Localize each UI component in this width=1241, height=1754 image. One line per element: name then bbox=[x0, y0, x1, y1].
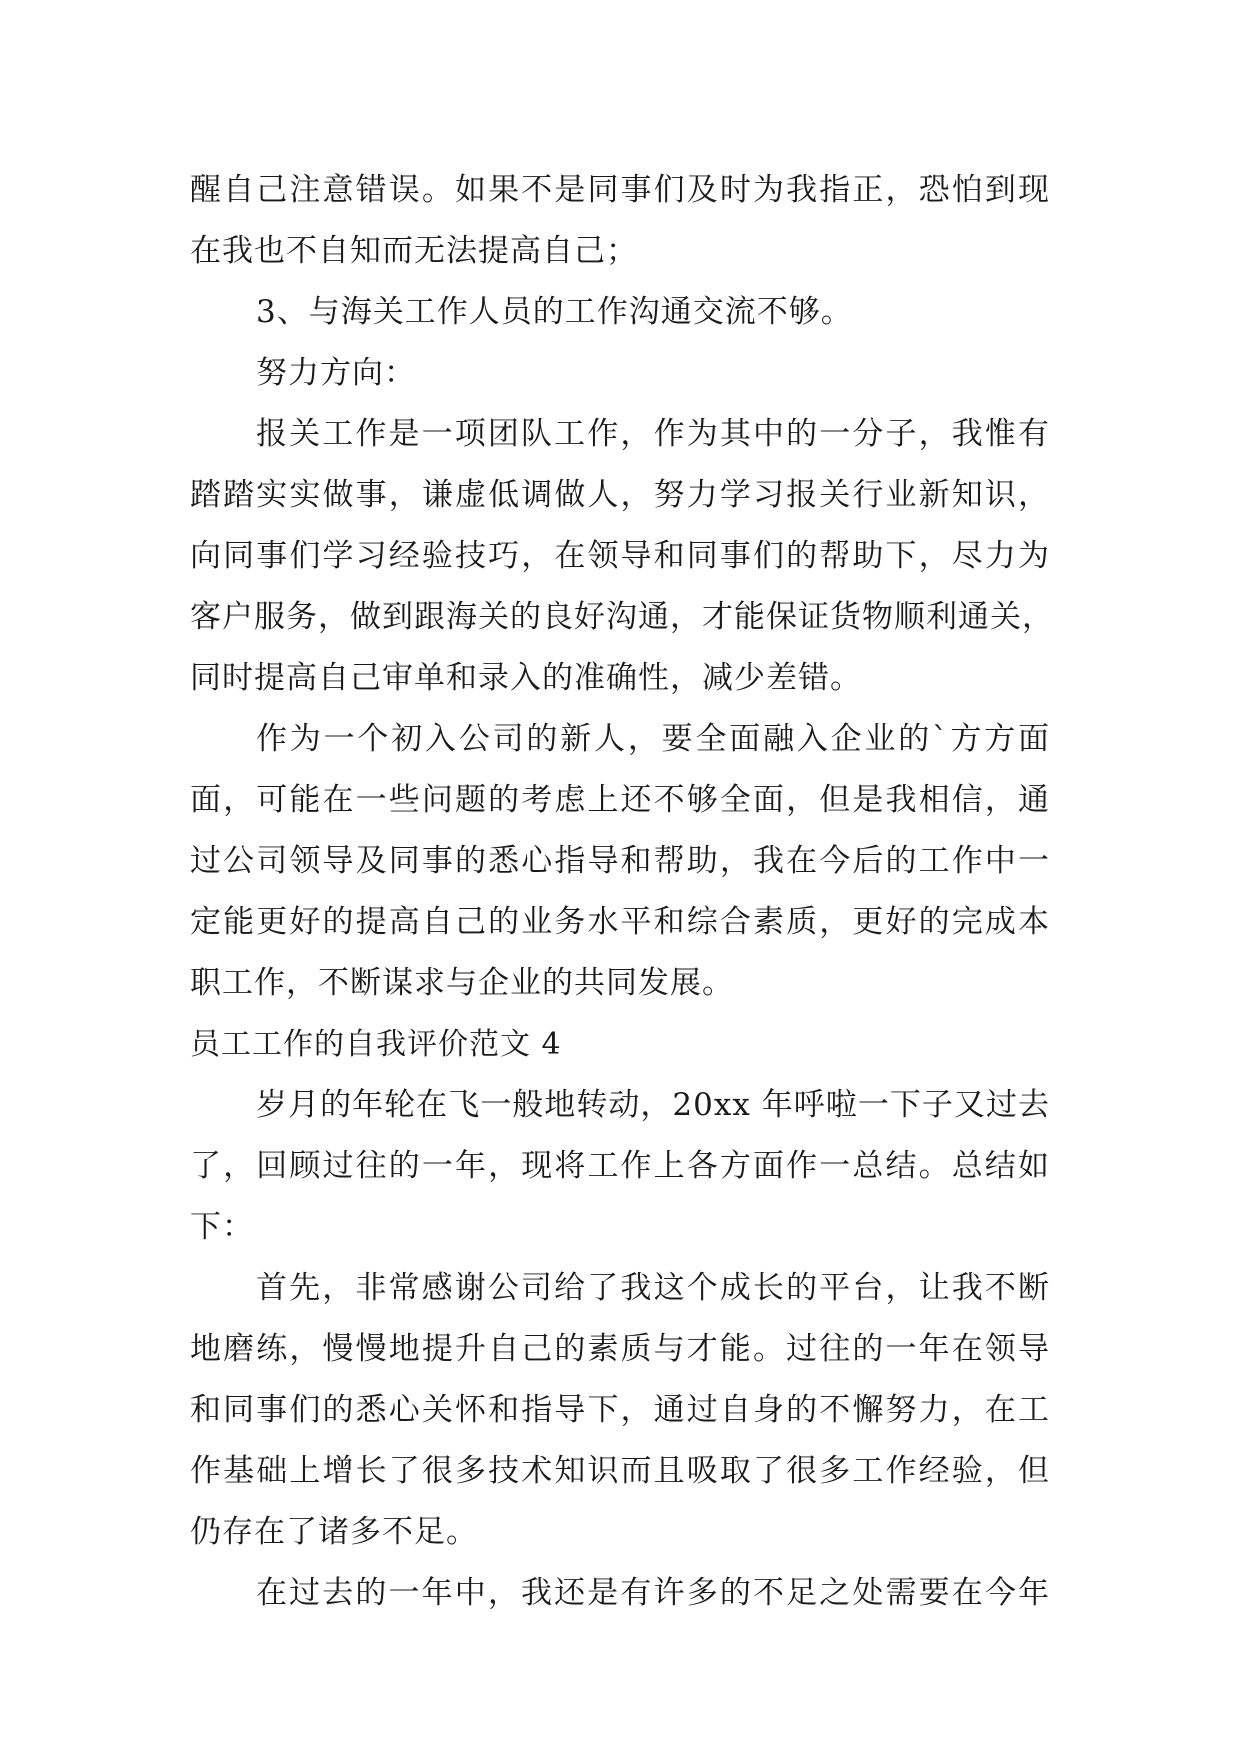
text-line: 同时提高自己审单和录入的准确性，减少差错。 bbox=[190, 660, 862, 696]
text-line: 在过去的一年中，我还是有许多的不足之处需要在今年 bbox=[256, 1575, 1050, 1611]
text-line: 下： bbox=[190, 1209, 254, 1245]
text-line: 作为一个初入公司的新人，要全面融入企业的`方方面 bbox=[256, 721, 1050, 757]
text-line: 面，可能在一些问题的考虑上还不够全面，但是我相信，通 bbox=[190, 782, 1050, 818]
text-line: 首先，非常感谢公司给了我这个成长的平台，让我不断 bbox=[256, 1270, 1050, 1306]
text-line: 3、与海关工作人员的工作沟通交流不够。 bbox=[256, 294, 853, 330]
text-line: 作基础上增长了很多技术知识而且吸取了很多工作经验，但 bbox=[190, 1453, 1050, 1489]
text-line: 了，回顾过往的一年，现将工作上各方面作一总结。总结如 bbox=[190, 1148, 1050, 1184]
text-line: 定能更好的提高自己的业务水平和综合素质，更好的完成本 bbox=[190, 904, 1050, 940]
text-line: 客户服务，做到跟海关的良好沟通，才能保证货物顺利通关， bbox=[190, 599, 1054, 635]
text-line: 过公司领导及同事的悉心指导和帮助，我在今后的工作中一 bbox=[190, 843, 1050, 879]
text-line: 踏踏实实做事，谦虚低调做人，努力学习报关行业新知识， bbox=[190, 477, 1050, 513]
text-line: 岁月的年轮在飞一般地转动，20xx 年呼啦一下子又过去 bbox=[256, 1087, 1050, 1123]
text-line: 地磨练，慢慢地提升自己的素质与才能。过往的一年在领导 bbox=[190, 1331, 1050, 1367]
text-line: 和同事们的悉心关怀和指导下，通过自身的不懈努力，在工 bbox=[190, 1392, 1050, 1428]
text-line: 努力方向： bbox=[256, 355, 416, 391]
text-line: 仍存在了诸多不足。 bbox=[190, 1514, 478, 1550]
section-heading: 员工工作的自我评价范文 4 bbox=[190, 1027, 562, 1062]
text-line: 职工作，不断谋求与企业的共同发展。 bbox=[190, 965, 734, 1001]
text-line: 向同事们学习经验技巧，在领导和同事们的帮助下，尽力为 bbox=[190, 538, 1050, 574]
text-line: 在我也不自知而无法提高自己； bbox=[190, 233, 638, 269]
text-line: 报关工作是一项团队工作，作为其中的一分子，我惟有 bbox=[256, 416, 1050, 452]
text-line: 醒自己注意错误。如果不是同事们及时为我指正，恐怕到现 bbox=[190, 172, 1050, 208]
document-page bbox=[190, 160, 1054, 1624]
